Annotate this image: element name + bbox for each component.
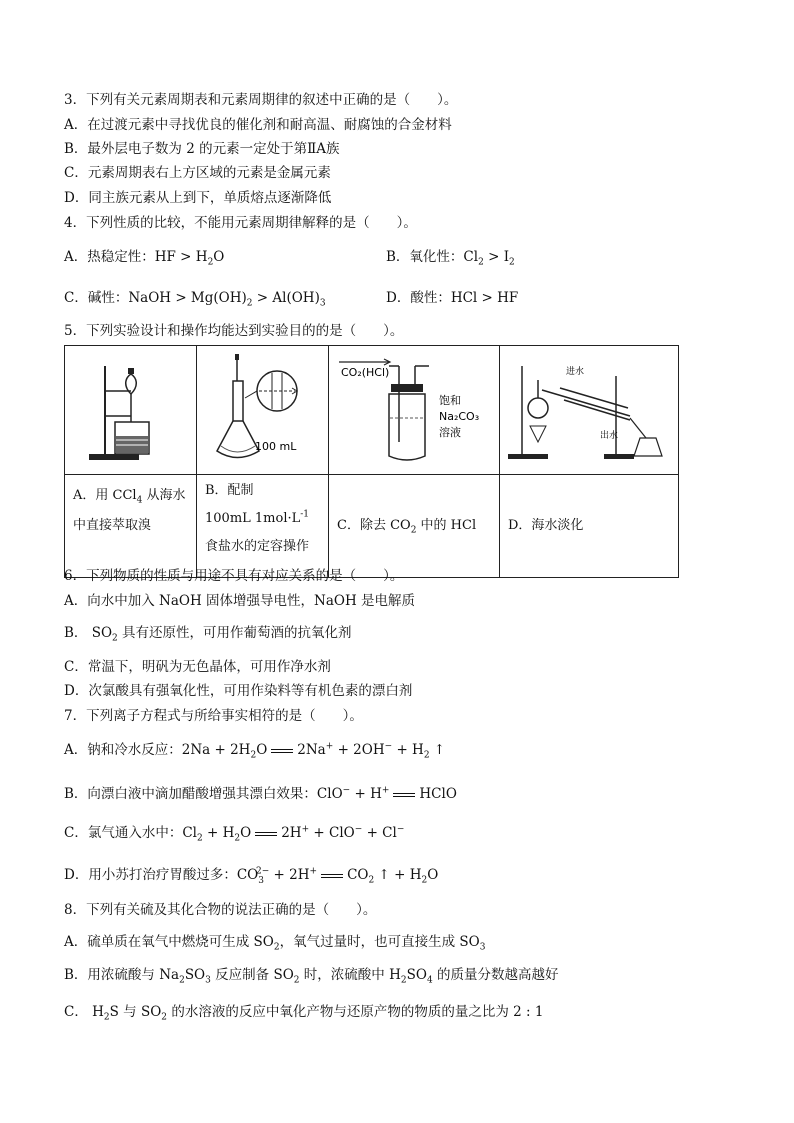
q5-option-d: D．海水淡化	[500, 475, 679, 578]
q5-figure-b	[197, 346, 329, 475]
q5-option-c: C．除去 $CO_2$ 中的 HCl	[329, 475, 500, 578]
volumetric-flask-figure	[197, 346, 328, 470]
gas-label: CO₂(HCl)	[341, 366, 390, 379]
q5-option-a: A．用 CCl$_4$ 从海水 中直接萃取溴	[65, 475, 197, 578]
q5-option-b: B．配制 100mL $1mol\cdot L^{-1}$ 食盐水的定容操作	[197, 475, 329, 578]
water-in-label: 进水	[566, 367, 585, 377]
q8-stem: 8．下列有关硫及其化合物的说法正确的是（ ）。	[64, 902, 377, 918]
q4-option-a: A．热稳定性：HF > $H_2O$	[64, 249, 225, 268]
q6-option-b: B． $SO_2$ 具有还原性，可用作葡萄酒的抗氧化剂	[64, 625, 352, 644]
q5-stem: 5．下列实验设计和操作均能达到实验目的的是（ ）。	[64, 323, 404, 339]
solution-label-1: 饱和	[439, 394, 461, 407]
solution-label-2: Na₂CO₃	[439, 410, 480, 423]
q7-option-c: C．氯气通入水中：$Cl_2 + H_2O$ 2H+ + ClO− + Cl−	[64, 824, 405, 844]
q4-option-c: C．碱性：NaOH > $Mg(OH)_2 > Al(OH)_3$	[64, 290, 326, 309]
separatory-funnel-figure	[65, 346, 196, 470]
q3-option-b: B．最外层电子数为 2 的元素一定处于第ⅡA族	[64, 141, 340, 157]
q8-option-c: C． $H_2S$ 与 $SO_2$ 的水溶液的反应中氧化产物与还原产物的物质的量之比为 2 : 1	[64, 1004, 544, 1023]
q8-option-a: A．硫单质在氧气中燃烧可生成 $SO_2$，氧气过量时，也可直接生成 $SO_3$	[64, 934, 486, 953]
q7-stem: 7．下列离子方程式与所给事实相符的是（ ）。	[64, 708, 363, 724]
q4-stem: 4．下列性质的比较，不能用元素周期律解释的是（ ）。	[64, 215, 417, 231]
q5-figure-a	[65, 346, 197, 475]
q6-stem: 6．下列物质的性质与用途不具有对应关系的是（ ）。	[64, 568, 404, 584]
water-out-label: 出水	[600, 431, 619, 441]
distillation-apparatus-figure	[500, 346, 678, 470]
q5-figure-d	[500, 346, 679, 475]
q8-option-b: B．用浓硫酸与 $Na_2SO_3$ 反应制备 $SO_2$ 时，浓硫酸中 $H_2SO_4$ 的质量分数越高越好	[64, 967, 559, 986]
q7-option-a: A．钠和冷水反应：$2Na + 2H_2O$ $2Na^+ + 2OH^- + H_2$ ↑	[64, 741, 446, 761]
q3-option-a: A．在过渡元素中寻找优良的催化剂和耐高温、耐腐蚀的合金材料	[64, 117, 452, 133]
gas-washing-bottle-figure	[329, 346, 499, 470]
q7-option-b: B．向漂白液中滴加醋酸增强其漂白效果：ClO− + H+ HClO	[64, 785, 457, 802]
q3-stem: 3．下列有关元素周期表和元素周期律的叙述中正确的是（ ）。	[64, 92, 458, 108]
solution-label-3: 溶液	[439, 426, 461, 439]
q5-experiment-table	[64, 345, 679, 578]
q6-option-a: A．向水中加入 NaOH 固体增强导电性，NaOH 是电解质	[64, 593, 416, 609]
q3-option-d: D．同主族元素从上到下，单质熔点逐渐降低	[64, 190, 332, 206]
q3-option-c: C．元素周期表右上方区域的元素是金属元素	[64, 165, 331, 181]
q6-option-d: D．次氯酸具有强氧化性，可用作染料等有机色素的漂白剂	[64, 683, 413, 699]
q7-option-d: D．用小苏打治疗胃酸过多：$CO_3^{2-} + 2H^+$ $CO_2$ ↑ + $H_2O$	[64, 866, 439, 886]
flask-volume-label: 100 mL	[255, 440, 297, 453]
q6-option-c: C．常温下，明矾为无色晶体，可用作净水剂	[64, 659, 331, 675]
q5-figure-c	[329, 346, 500, 475]
q4-option-b: B．氧化性：$Cl_2 > I_2$	[386, 249, 515, 268]
q4-option-d: D．酸性：HCl > HF	[386, 290, 519, 306]
